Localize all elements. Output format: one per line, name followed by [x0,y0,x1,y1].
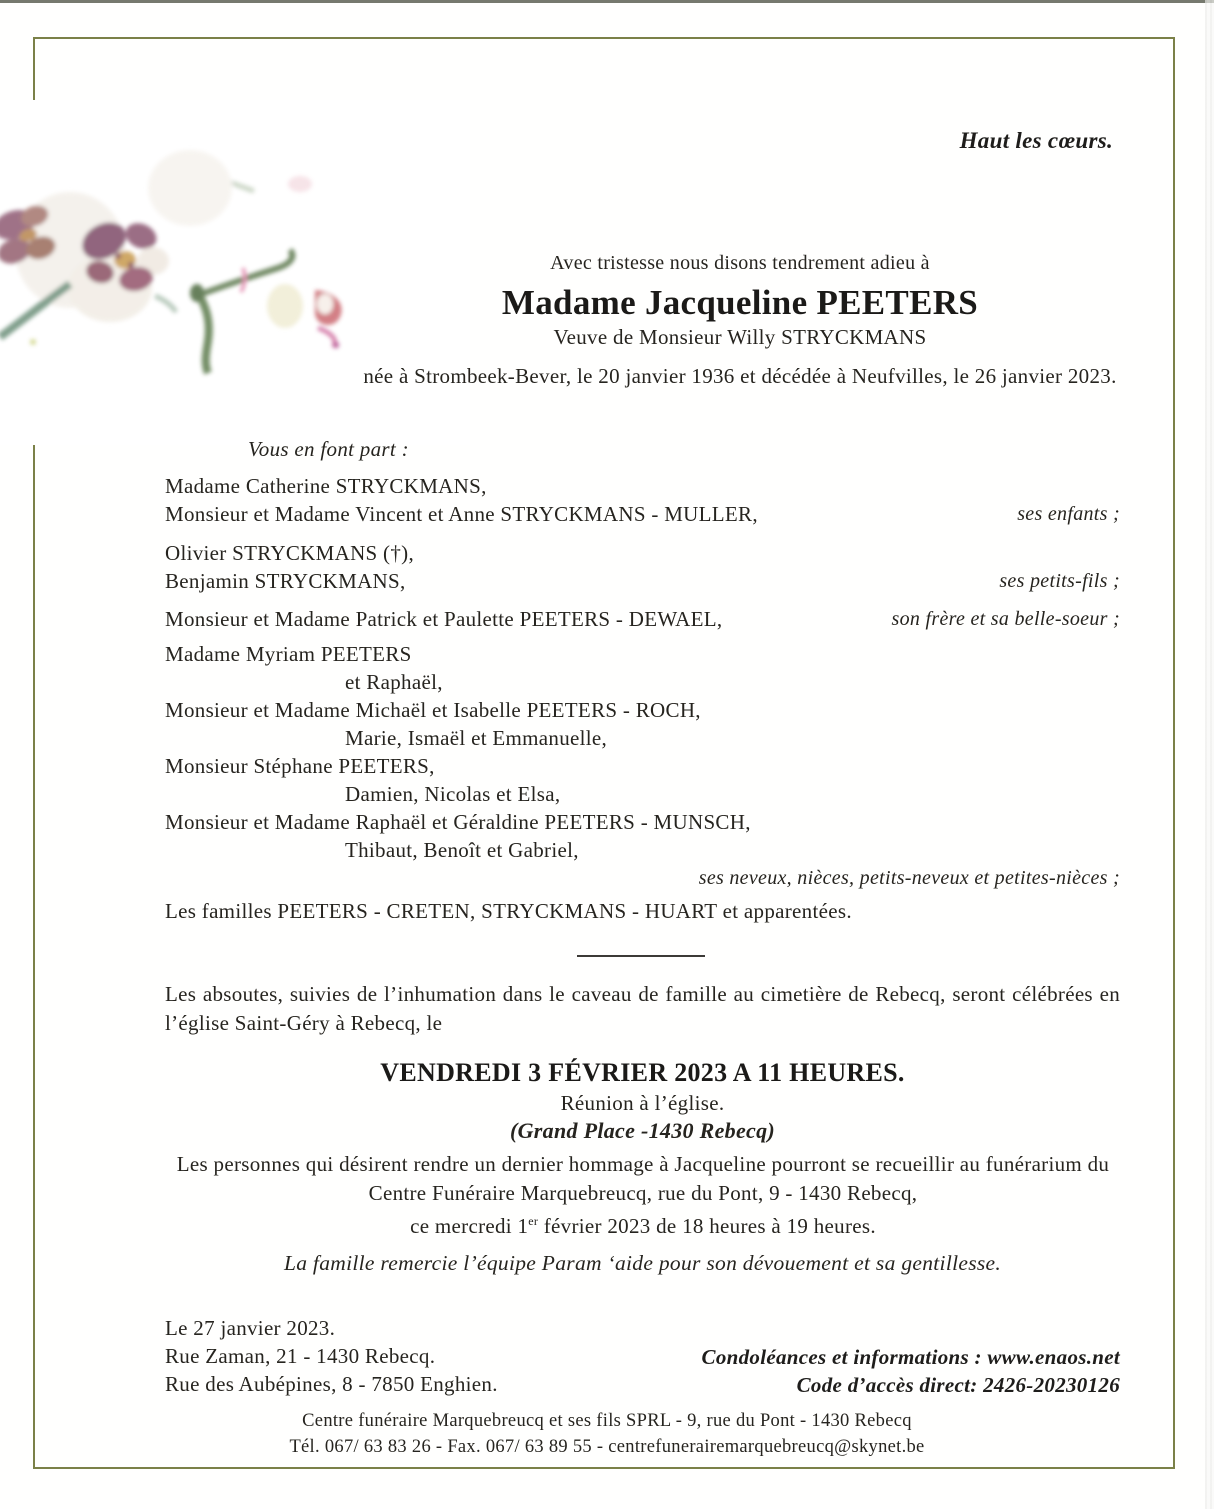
condolences-block [702,1343,1120,1399]
family-group-children [165,472,1120,528]
visitation-line: ce mercredi 1er février 2023 de 18 heures à 19 heures. [410,1214,876,1238]
ceremony-block [165,1057,1120,1144]
family-list [165,472,1120,925]
relation-label: son frère et sa belle-soeur ; [891,608,1120,630]
deceased-name: Madame Jacqueline PEETERS [501,283,979,322]
visitation-line: Centre Funéraire Marquebreucq, rue du Pont, 9 - 1430 Rebecq, [368,1180,918,1205]
family-line: Thibaut, Benoît et Gabriel, [345,838,579,862]
relation-label: ses neveux, nièces, petits-neveux et petites-nièces ; [698,867,1120,889]
family-line: Monsieur Stéphane PEETERS, [165,754,435,778]
access-code-line: Code d’accès direct: 2426-20230126 [796,1373,1120,1397]
intro-line: Avec tristesse nous disons tendrement adieu à [550,252,930,274]
widow-line: Veuve de Monsieur Willy STRYCKMANS [553,325,927,349]
family-line: Benjamin STRYCKMANS, [165,569,406,593]
footer-date: Le 27 janvier 2023. [165,1316,336,1340]
scan-edge-artifact-right [1205,0,1214,1509]
family-line: Monsieur et Madame Vincent et Anne STRYCKMANS - MULLER, [165,502,758,526]
motto-text: Haut les cœurs. [959,128,1113,153]
scan-edge-artifact-top [0,0,1214,3]
header-block [355,250,1125,389]
announce-line: Vous en font part : [248,437,409,461]
family-line: Monsieur et Madame Patrick et Paulette PEETERS - DEWAEL, [165,607,723,631]
funeral-home-block [107,1408,1107,1460]
family-line: Madame Myriam PEETERS [165,642,412,666]
funeral-home-contact: Tél. 067/ 63 83 26 - Fax. 067/ 63 89 55 - centrefunerairemarquebreucq@skynet.be [289,1437,925,1457]
family-group-brother [165,605,1120,633]
family-line: Monsieur et Madame Michaël et Isabelle PEETERS - ROCH, [165,698,701,722]
relation-label: ses petits-fils ; [999,570,1120,592]
funeral-home-line: Centre funéraire Marquebreucq et ses fils SPRL - 9, rue du Pont - 1430 Rebecq [302,1411,912,1431]
section-divider [577,955,705,957]
family-line: Monsieur et Madame Raphaël et Géraldine PEETERS - MUNSCH, [165,810,751,834]
ceremony-location: (Grand Place -1430 Rebecq) [509,1118,775,1143]
birth-death-line: née à Strombeek-Bever, le 20 janvier 1936 et décédée à Neufvilles, le 26 janvier 2023. [363,364,1117,388]
thanks-line: La famille remercie l’équipe Param ‘aide pour son dévouement et sa gentillesse. [283,1251,1002,1275]
ceremony-meeting: Réunion à l’église. [560,1091,725,1115]
family-line: et Raphaël, [345,670,443,694]
family-line: Olivier STRYCKMANS (†), [165,541,414,565]
family-line: Madame Catherine STRYCKMANS, [165,474,487,498]
condolences-line: Condoléances et informations : www.enaos.net [701,1345,1120,1369]
family-line: Marie, Ismaël et Emmanuelle, [345,726,608,750]
ceremony-datetime: VENDREDI 3 FÉVRIER 2023 A 11 HEURES. [380,1058,905,1087]
footer-address: Rue des Aubépines, 8 - 7850 Enghien. [165,1372,498,1396]
family-group-nephews [165,640,1120,892]
ceremony-announcement: Les absoutes, suivies de l’inhumation dans le caveau de famille au cimetière de Rebecq, seront célébrées en l’église Saint-Géry à Rebecq, le [165,982,1120,1035]
visitation-block [148,1150,1138,1241]
footer-address: Rue Zaman, 21 - 1430 Rebecq. [165,1344,436,1368]
related-families-line: Les familles PEETERS - CRETEN, STRYCKMANS - HUART et apparentées. [165,899,852,923]
relation-label: ses enfants ; [1017,503,1120,525]
footer-addresses [165,1314,498,1398]
family-group-grandsons [165,539,1120,595]
family-line: Damien, Nicolas et Elsa, [345,782,561,806]
visitation-line: Les personnes qui désirent rendre un dernier hommage à Jacqueline pourront se recueillir au funérarium du [176,1152,1110,1176]
